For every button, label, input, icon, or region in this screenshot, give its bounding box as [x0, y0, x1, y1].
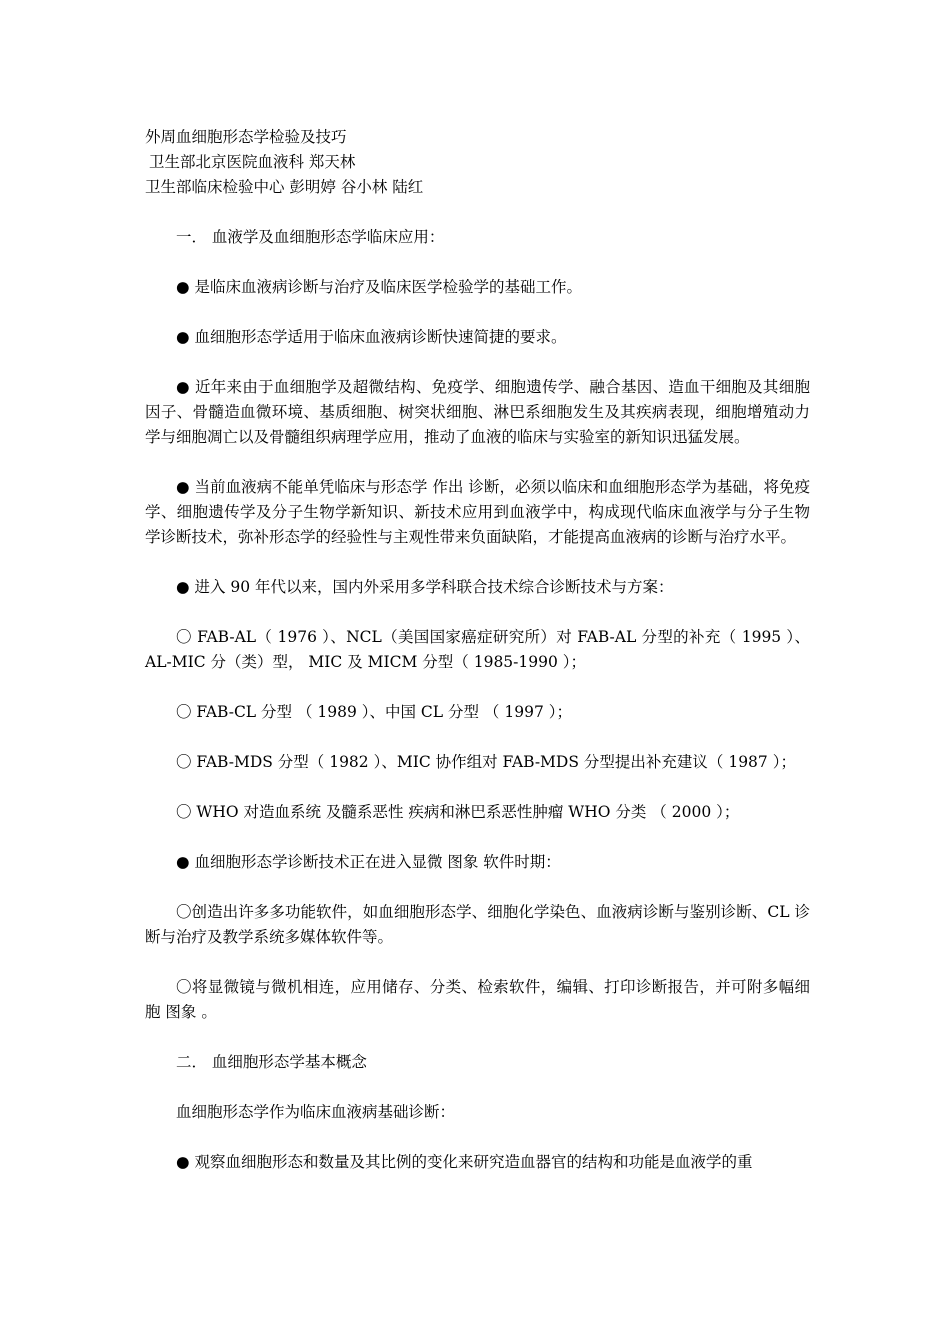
paragraph: 〇 FAB-AL（ 1976 ）、NCL（美国国家癌症研究所）对 FAB-AL 分型的补充（ 1995 ）、AL-MIC 分（类）型， MIC 及 MICM 分型（ 1985-1990 ）； — [145, 628, 810, 671]
paragraph: ● 进入 90 年代以来，国内外采用多学科联合技术综合诊断技术与方案： — [176, 578, 674, 596]
section-2-heading: 二． 血细胞形态学基本概念 — [176, 1053, 367, 1071]
paragraph: ● 观察血细胞形态和数量及其比例的变化来研究造血器官的结构和功能是血液学的重 — [176, 1153, 753, 1171]
author-line-1: 卫生部北京医院血液科 郑天林 — [149, 153, 356, 171]
spacer — [145, 200, 810, 225]
paragraph: ● 血细胞形态学诊断技术正在进入显微 图象 软件时期： — [176, 853, 561, 871]
paragraph: ● 当前血液病不能单凭临床与形态学 作出 诊断，必须以临床和血细胞形态学为基础，将免疫学、细胞遗传学及分子生物学新知识、新技术应用到血液学中，构成现代临床血液学与分子生物学诊断技术，弥补形态学的经验性与主观性带来负面缺陷，才能提高血液病的诊断与治疗水平。 — [145, 478, 810, 546]
paragraph: 〇 FAB-CL 分型 （ 1989 ）、中国 CL 分型 （ 1997 ）； — [176, 703, 572, 721]
paragraph: 〇创造出许多多功能软件，如血细胞形态学、细胞化学染色、血液病诊断与鉴别诊断、CL 诊断与治疗及教学系统多媒体软件等。 — [145, 903, 810, 946]
document-title: 外周血细胞形态学检验及技巧 — [145, 128, 347, 146]
paragraph: 〇 WHO 对造血系统 及髓系恶性 疾病和淋巴系恶性肿瘤 WHO 分类 （ 2000 ）； — [176, 803, 740, 821]
paragraph: 〇将显微镜与微机相连，应用储存、分类、检索软件，编辑、打印诊断报告，并可附多幅细胞 图象 。 — [145, 978, 810, 1021]
paragraph: ● 血细胞形态学适用于临床血液病诊断快速简捷的要求。 — [176, 328, 567, 346]
author-line-2: 卫生部临床检验中心 彭明婷 谷小林 陆红 — [145, 178, 424, 196]
paragraph: ● 是临床血液病诊断与治疗及临床医学检验学的基础工作。 — [176, 278, 582, 296]
paragraph: 〇 FAB-MDS 分型（ 1982 ）、MIC 协作组对 FAB-MDS 分型提出补充建议（ 1987 ）； — [176, 753, 796, 771]
paragraph: ● 近年来由于血细胞学及超微结构、免疫学、细胞遗传学、融合基因、造血干细胞及其细胞因子、骨髓造血微环境、基质细胞、树突状细胞、淋巴系细胞发生及其疾病表现，细胞增殖动力学与细胞凋亡以及骨髓组织病理学应用，推动了血液的临床与实验室的新知识迅猛发展。 — [145, 378, 810, 446]
section-1-heading: 一． 血液学及血细胞形态学临床应用： — [176, 228, 445, 246]
paragraph: 血细胞形态学作为临床血液病基础诊断： — [176, 1103, 456, 1121]
document-page — [145, 125, 810, 1175]
